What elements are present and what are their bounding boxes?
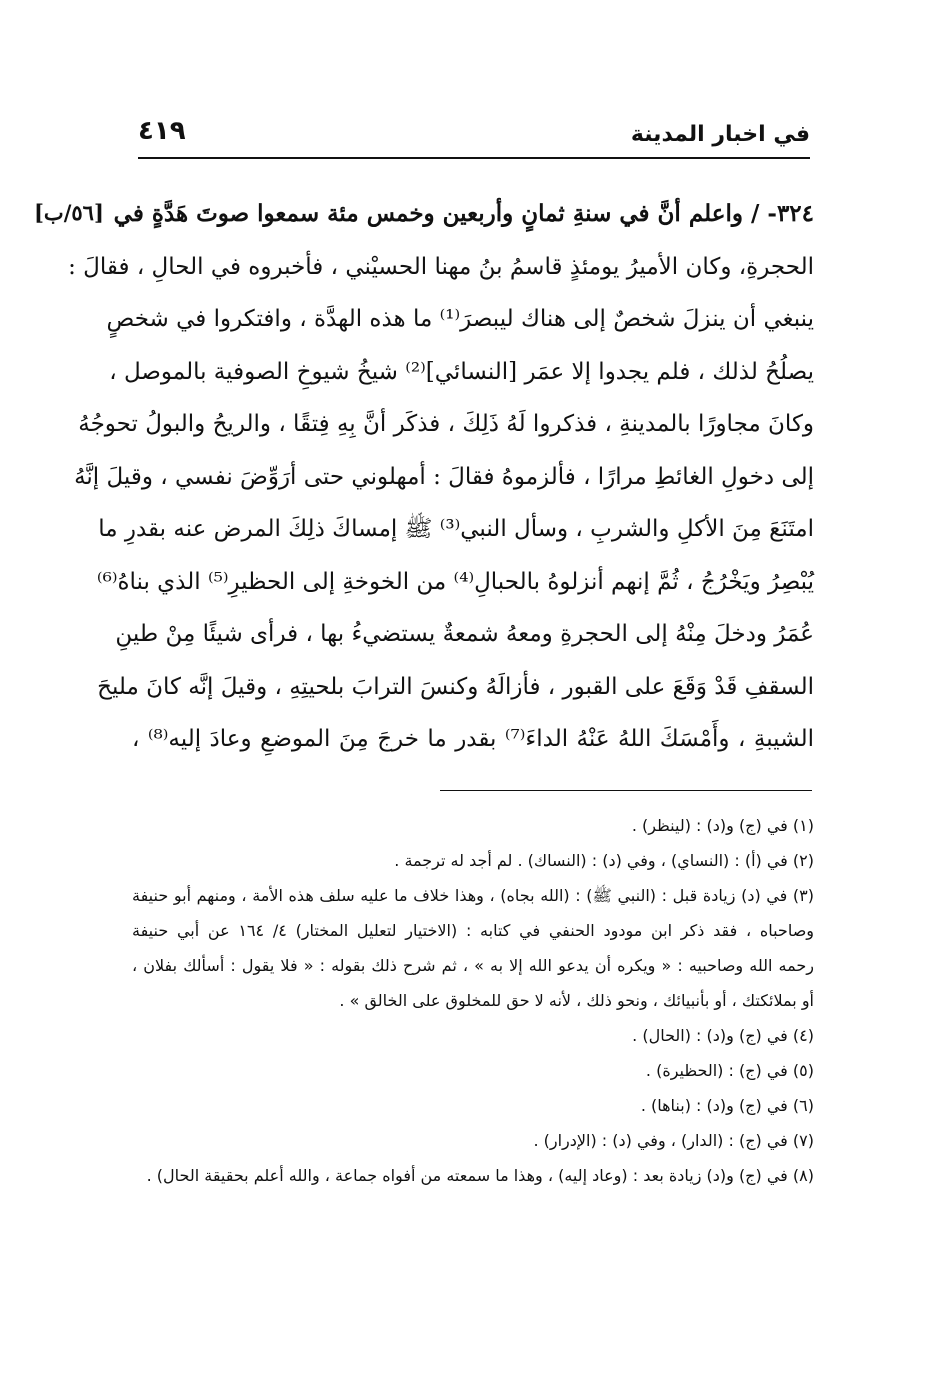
main-text-line: يُبْصِرُ ويَخْرُجُ ، ثُمَّ إنهم أنزلوهُ بالحبالِ⁽⁴⁾ من الخوخةِ إلى الحظيرِ⁽⁵⁾ الذي بناهُ⁽⁶⁾ bbox=[96, 568, 814, 595]
main-text-line: عُمَرُ ودخلَ مِنْهُ إلى الحجرةِ ومعهُ شمعةٌ يستضيءُ بها ، فرأى شيئًا مِنْ طينِ bbox=[115, 621, 814, 647]
footnote-line: (٤) في (ج) و(د) : (الحال) . bbox=[632, 1026, 814, 1045]
footnote-line: (٦) في (ج) و(د) : (بناها) . bbox=[640, 1096, 814, 1115]
main-text-line: السقفِ قَدْ وَقَعَ على القبور ، فأزالَهُ وكنسَ الترابَ بلحيتِهِ ، وقيلَ إنَّه كانَ مليحَ bbox=[97, 673, 814, 700]
main-text-line: الشيبةِ ، وأَمْسَكَ اللهُ عَنْهُ الداءَ⁽⁷⁾ بقدر ما خرجَ مِنَ الموضعِ وعادَ إليه⁽⁸⁾ ، bbox=[132, 726, 814, 752]
main-text-line: وكانَ مجاورًا بالمدينةِ ، فذكروا لَهُ ذَلِكَ ، فذكَر أنَّ بِهِ فِتقًا ، والريحُ والبولُ تحوجُهُ bbox=[78, 411, 814, 437]
footnote-line: (١) في (ج) و(د) : (لينظر) . bbox=[631, 816, 814, 835]
main-text-line: الحجرةِ، وكان الأميرُ يومئذٍ قاسمُ بنُ مهنا الحسيْني ، فأخبروه في الحالِ ، فقالَ : bbox=[68, 253, 814, 280]
footnote-line: (٣) في (د) زيادة قبل : (النبي ﷺ) : (الله بجاه) ، وهذا خلاف ما عليه سلف هذه الأمة ، ومنهم أبو حنيفة bbox=[132, 886, 814, 905]
footnote-line: (٥) في (ج) : (الحظيرة) . bbox=[645, 1061, 814, 1080]
footnote-line: (٧) في (ج) : (الدار) ، وفي (د) : (الإدرار) . bbox=[533, 1131, 814, 1150]
main-text-line: إلى دخولِ الغائطِ مرارًا ، فألزموهُ فقالَ : أمهلوني حتى أرَوِّضَ نفسي ، وقيلَ إنَّهُ bbox=[74, 463, 814, 490]
footnote-line: (٨) في (ج) و(د) زيادة بعد : (وعاد إليه) ، وهذا ما سمعته من أفواه جماعة ، والله أعلم بحقيقة الحال) . bbox=[146, 1166, 814, 1185]
main-text-line: امتَنَعَ مِنَ الأكلِ والشربِ ، وسأل النبي⁽³⁾ ﷺ إمساكَ ذلِكَ المرض عنه بقدرِ ما bbox=[98, 516, 814, 542]
header-rule bbox=[138, 157, 810, 159]
page-number: ٤١٩ bbox=[138, 116, 186, 146]
running-head-title: في اخبار المدينة bbox=[630, 122, 810, 147]
footnote-line: وصاحباه ، فقد ذكر ابن مودود الحنفي في كتابه : (الاختيار لتعليل المختار) ٤/ ١٦٤ عن أبي حنيفة bbox=[132, 921, 815, 940]
running-head bbox=[138, 112, 810, 152]
footnote-separator bbox=[440, 790, 812, 791]
main-text-line: ٣٢٤- / واعلم أنَّ في سنةِ ثمانٍ وأربعين وخمس مئة سمعوا صوتَ هَدَّةٍ في bbox=[113, 200, 814, 227]
footnote-line: أو بملائكتك ، أو بأنبيائك ، ونحو ذلك ، لأنه لا حق للمخلوق على الخالق » . bbox=[339, 991, 814, 1010]
main-text-line: ينبغي أن ينزلَ شخصٌ إلى هناك ليبصرَ⁽¹⁾ ما هذه الهدَّة ، وافتكروا في شخصٍ bbox=[106, 306, 814, 332]
main-text-line: يصلُحُ لذلك ، فلم يجدوا إلا عمَر [النسائي]⁽²⁾ شيخُ شيوخِ الصوفية بالموصل ، bbox=[109, 358, 814, 385]
footnote-line: رحمه الله وصاحبيه : « ويكره أن يدعو الله إلا به » ، ثم شرح ذلك بقوله : « فلا يقول : أسألك بفلان ، bbox=[132, 956, 814, 975]
manuscript-folio-reference: [٥٦/ب] bbox=[34, 200, 104, 225]
footnotes bbox=[132, 808, 814, 1193]
footnote-line: (٢) في (أ) : (النساي) ، وفي (د) : (النساك) . لم أجد له ترجمة . bbox=[394, 851, 814, 870]
